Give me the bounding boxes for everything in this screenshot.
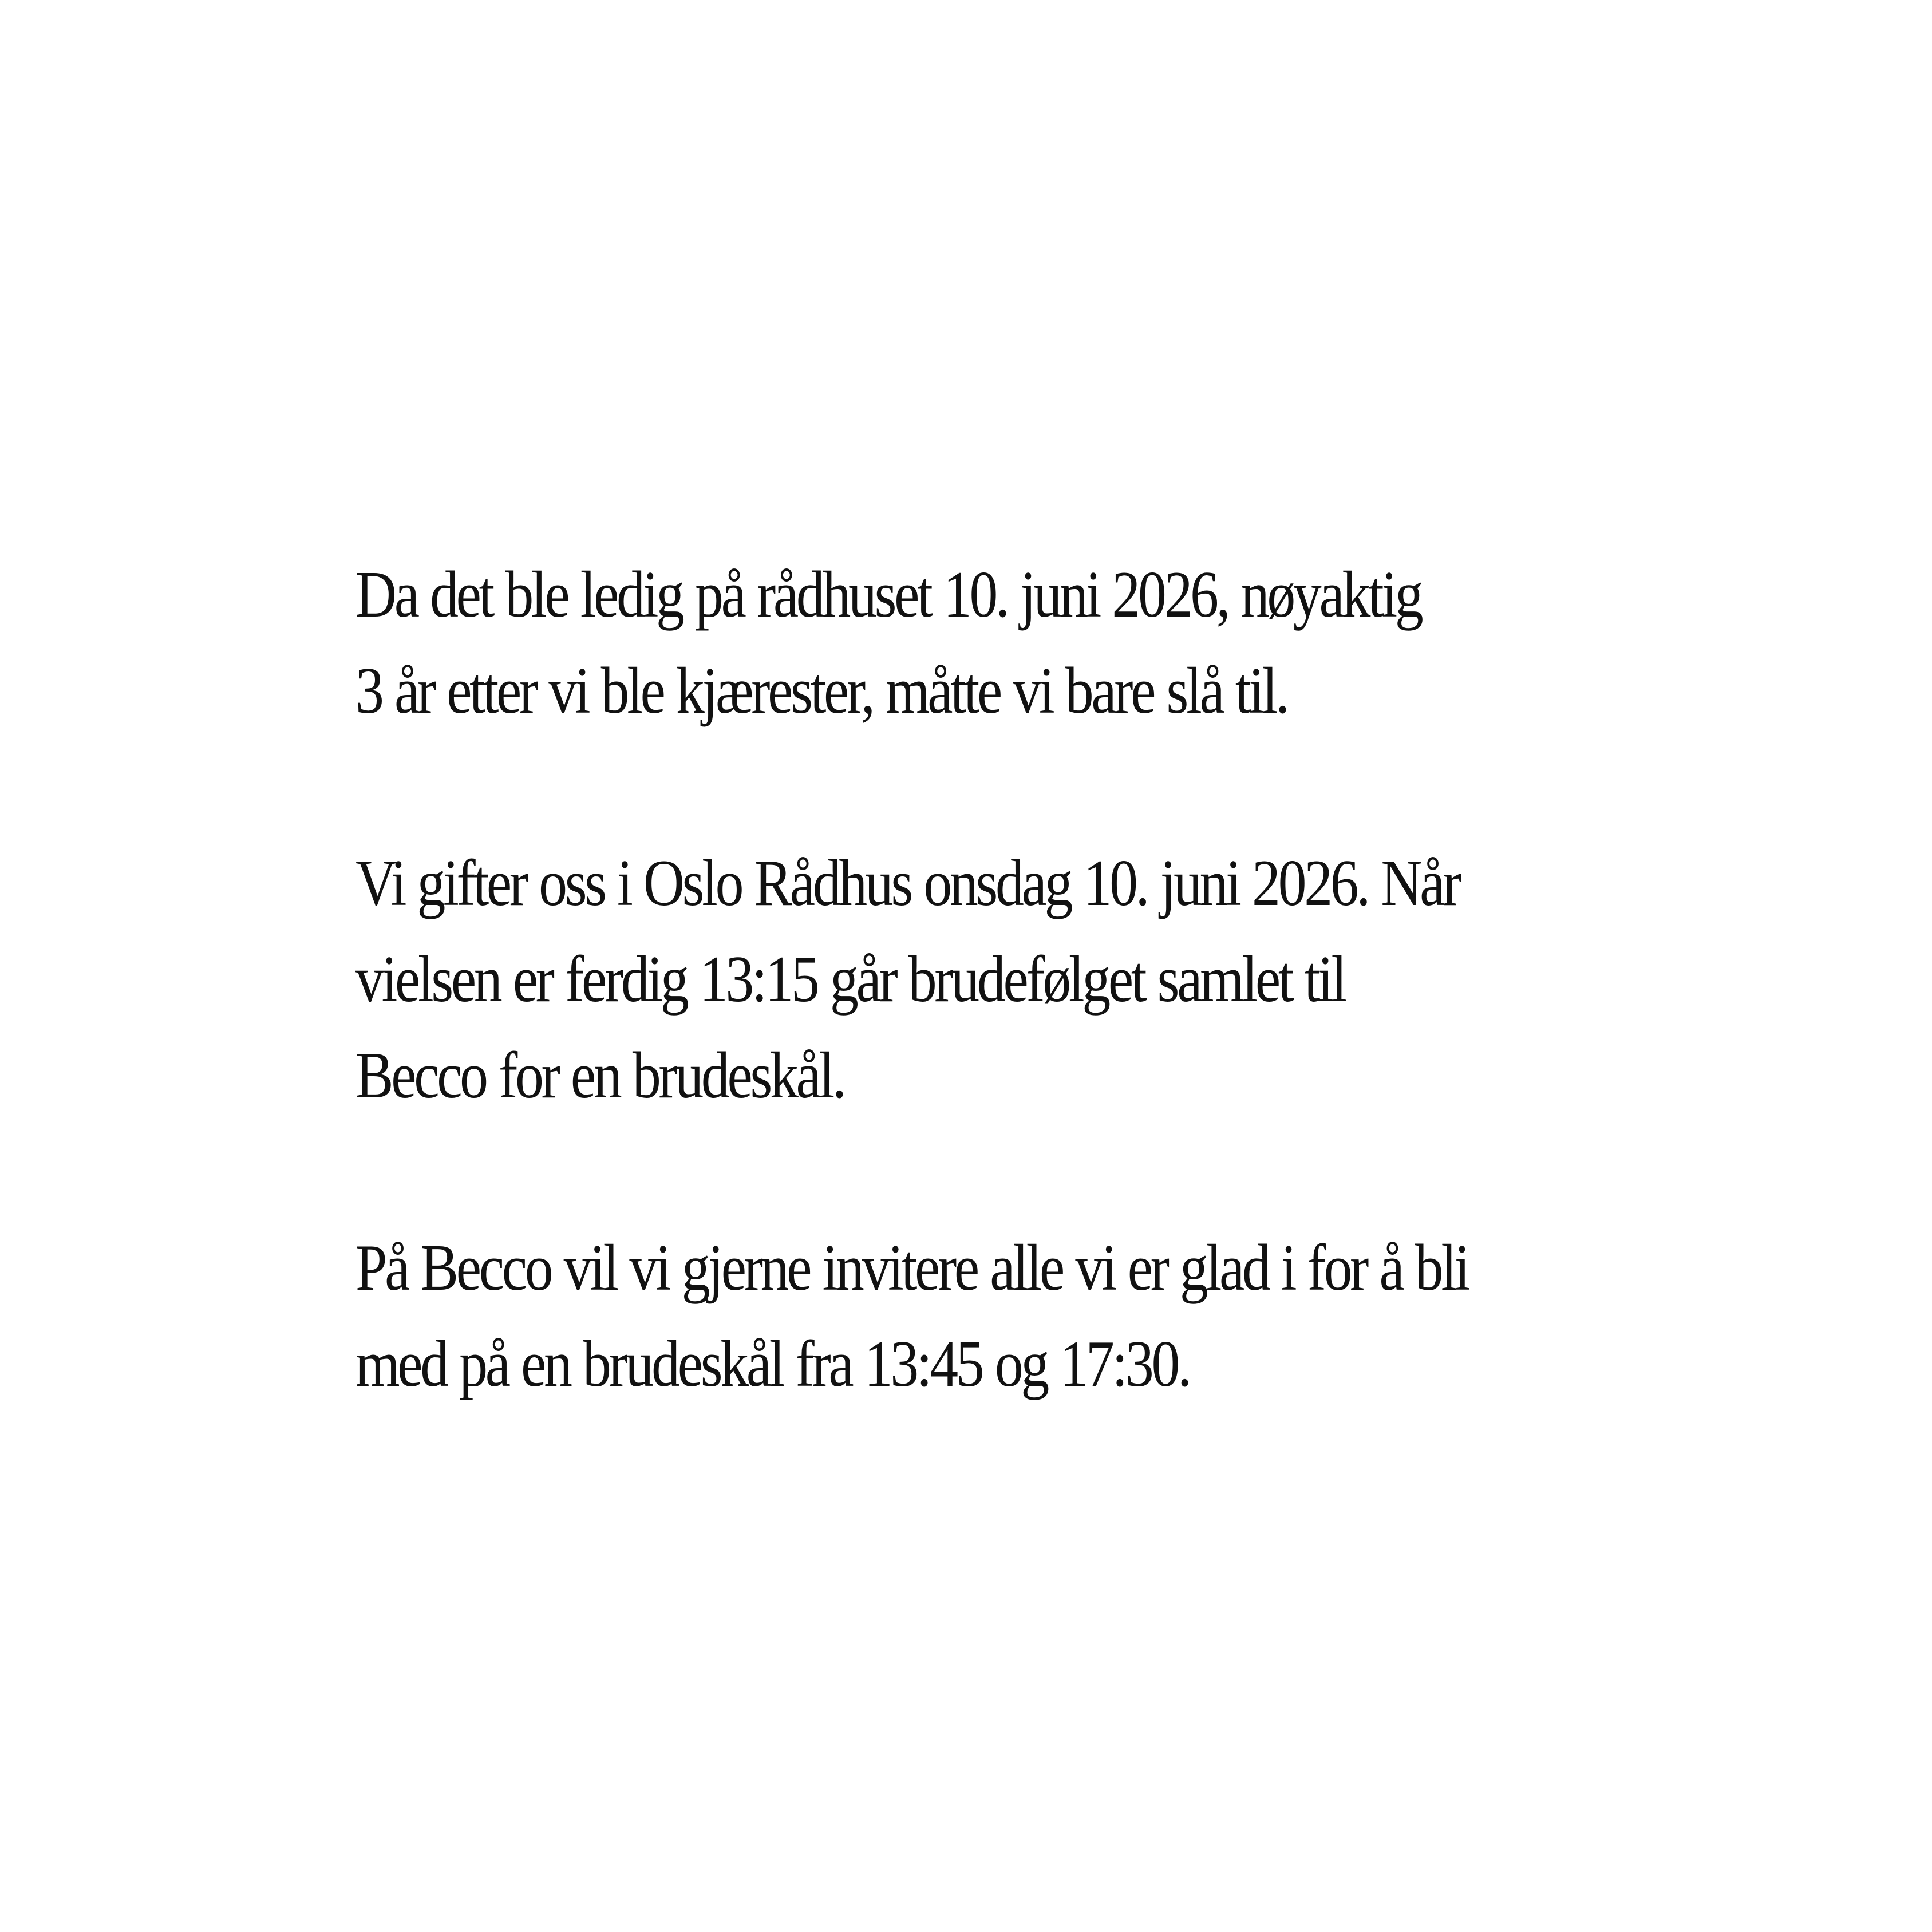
paragraph-1-line-2: 3 år etter vi ble kjærester, måtte vi bare slå til. [355,654,1287,728]
paragraph-1-line-1: Da det ble ledig på rådhuset 10. juni 2026, nøyaktig [355,558,1421,631]
paragraph-3-line-1: På Becco vil vi gjerne invitere alle vi er glad i for å bli [355,1231,1468,1305]
paragraph-2-line-2: vielsen er ferdig 13:15 går brudefølget samlet til [355,943,1345,1016]
paragraph-2-line-3: Becco for en brudeskål. [355,1039,844,1112]
paragraph-3-line-2: med på en brudeskål fra 13:45 og 17:30. [355,1327,1190,1401]
paragraph-2-line-1: Vi gifter oss i Oslo Rådhus onsdag 10. juni 2026. Når [355,847,1460,920]
